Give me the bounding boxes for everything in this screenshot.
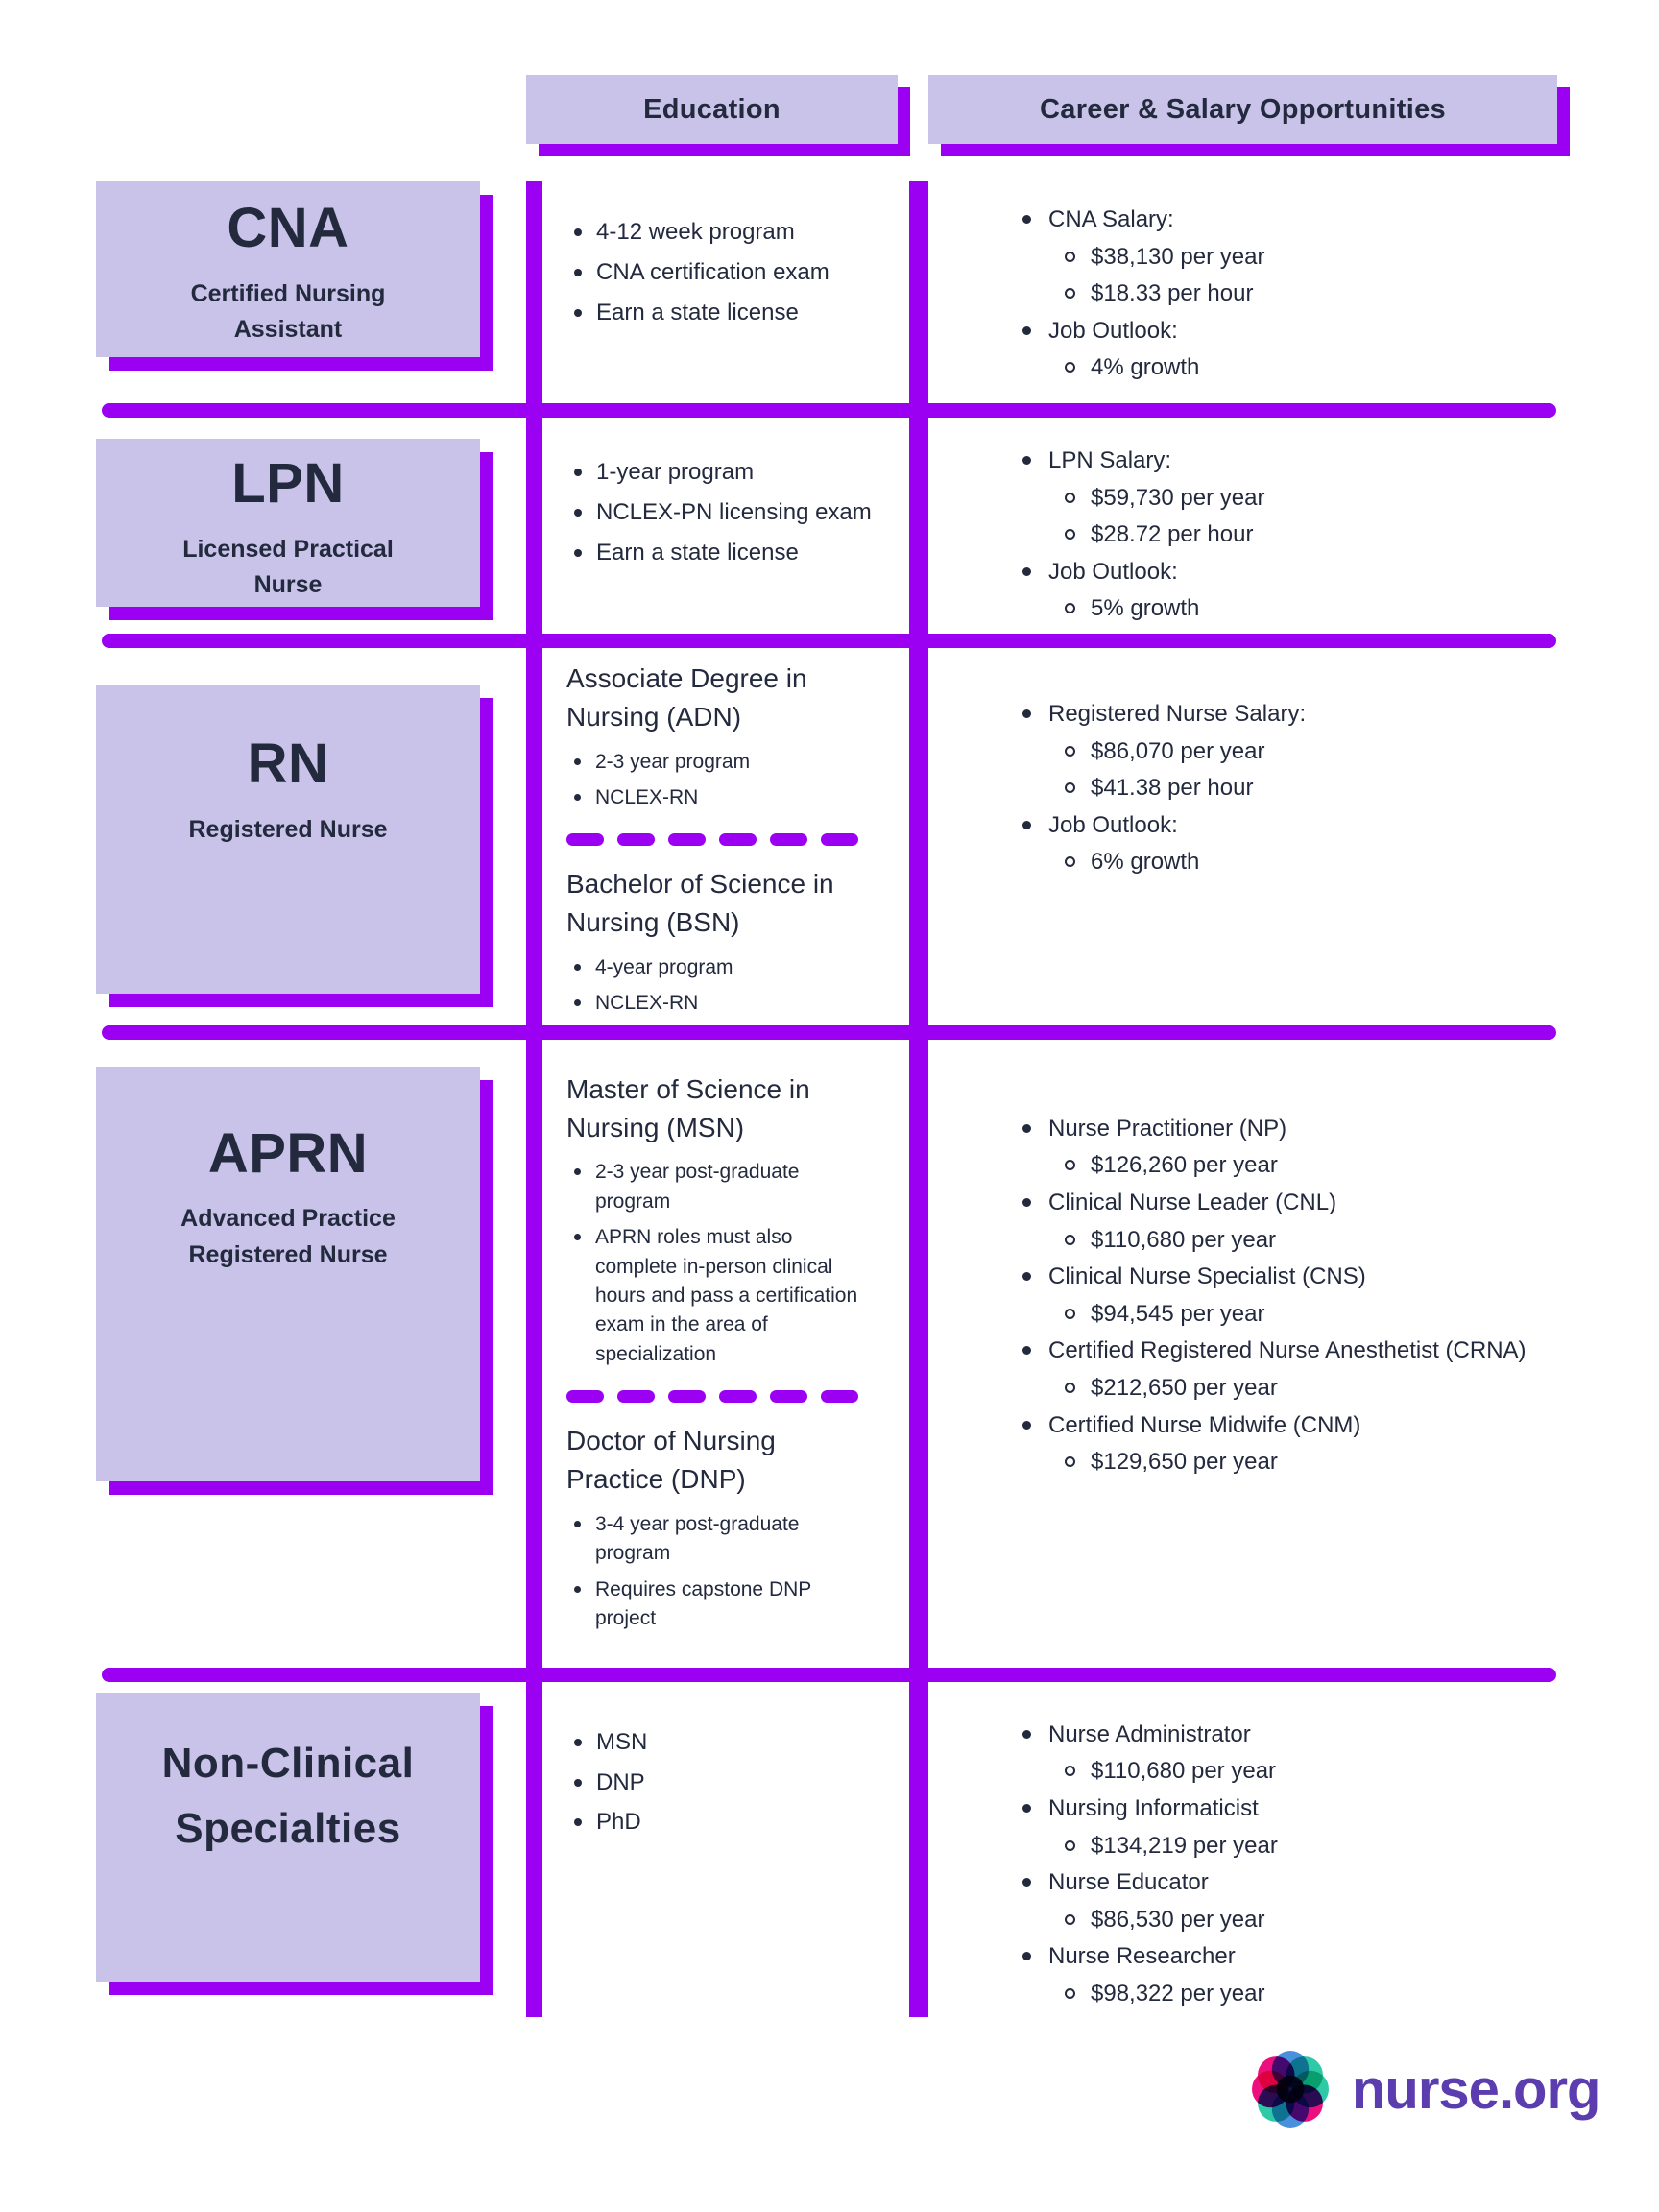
bullet-dot-icon <box>1022 326 1031 335</box>
bullet-dot-icon <box>574 1586 581 1593</box>
vertical-divider <box>526 418 542 634</box>
bullet-circle-icon <box>1065 1840 1075 1851</box>
vertical-divider <box>526 648 542 1025</box>
career-sub-item: $212,650 per year <box>1022 1372 1572 1405</box>
career-salary-column-header-label: Career & Salary Opportunities <box>1040 93 1446 125</box>
career-salary-column-header <box>928 75 1557 144</box>
bullet-dot-icon <box>574 1779 582 1787</box>
vertical-divider <box>909 418 928 634</box>
lpn-label-card <box>96 439 480 607</box>
vertical-divider <box>909 1682 928 2017</box>
career-sub-item: $59,730 per year <box>1022 482 1572 515</box>
lpn-title: LPN <box>231 452 345 515</box>
non-clinical-label-card <box>96 1693 480 1982</box>
bullet-dot-icon <box>574 228 582 236</box>
bullet-item: 3-4 year post-graduate program <box>566 1510 898 1569</box>
bullet-circle-icon <box>1065 493 1075 503</box>
career-item: Nurse Administrator <box>1022 1719 1572 1751</box>
career-sub-item: $28.72 per hour <box>1022 518 1572 551</box>
cna-label-card <box>96 181 480 357</box>
bullet-circle-icon <box>1065 1456 1075 1467</box>
cna-title: CNA <box>227 197 349 259</box>
career-item: Registered Nurse Salary: <box>1022 698 1572 731</box>
rn-label-card <box>96 685 480 994</box>
bullet-item: APRN roles must also complete in-person clinical hours and pass a certification exam in the area of specialization <box>566 1223 898 1369</box>
bullet-circle-icon <box>1065 529 1075 540</box>
bullet-dot-icon <box>1022 1804 1031 1813</box>
career-sub-item: $110,680 per year <box>1022 1755 1572 1788</box>
cna-label-cell <box>96 160 480 403</box>
bullet-dot-icon <box>574 964 581 971</box>
bullet-item: 1-year program <box>566 456 898 490</box>
lpn-row <box>96 418 1572 634</box>
bullet-item: Requires capstone DNP project <box>566 1575 898 1634</box>
bullet-dot-icon <box>1022 709 1031 718</box>
bullet-circle-icon <box>1065 856 1075 867</box>
bullet-dot-icon <box>1022 1272 1031 1281</box>
aprn-label-cell <box>96 1040 480 1668</box>
career-item: Nurse Educator <box>1022 1866 1572 1899</box>
career-sub-item: $134,219 per year <box>1022 1830 1572 1863</box>
cna-career-cell <box>928 160 1572 403</box>
bullet-circle-icon <box>1065 603 1075 613</box>
lpn-subtitle: Licensed Practical Nurse <box>182 535 394 599</box>
bullet-item: CNA certification exam <box>566 256 898 290</box>
bullet-circle-icon <box>1065 746 1075 757</box>
career-sub-item: $126,260 per year <box>1022 1149 1572 1182</box>
career-item: Certified Registered Nurse Anesthetist (CRNA) <box>1022 1334 1572 1367</box>
degree-heading: Master of Science in Nursing (MSN) <box>566 1073 810 1142</box>
degree-heading: Doctor of Nursing Practice (DNP) <box>566 1426 776 1495</box>
bullet-item: 4-year program <box>566 953 898 982</box>
career-sub-item: $98,322 per year <box>1022 1978 1572 2010</box>
bullet-dot-icon <box>1022 1346 1031 1355</box>
career-sub-item: $94,545 per year <box>1022 1298 1572 1331</box>
bullet-item: Earn a state license <box>566 297 898 330</box>
bullet-dot-icon <box>1022 1198 1031 1207</box>
bullet-item: PhD <box>566 1806 898 1839</box>
bullet-dot-icon <box>1022 1124 1031 1133</box>
aprn-subtitle: Advanced Practice Registered Nurse <box>180 1205 396 1268</box>
bullet-dot-icon <box>574 469 582 476</box>
bullet-dot-icon <box>574 269 582 276</box>
bullet-dot-icon <box>574 309 582 317</box>
bullet-dot-icon <box>574 1818 582 1826</box>
career-sub-item: $86,530 per year <box>1022 1904 1572 1936</box>
bullet-item: Earn a state license <box>566 537 898 570</box>
career-item: Job Outlook: <box>1022 556 1572 589</box>
comparison-table <box>96 75 1572 2017</box>
bullet-dot-icon <box>1022 567 1031 576</box>
bullet-item: NCLEX-PN licensing exam <box>566 496 898 530</box>
bullet-dot-icon <box>574 794 581 801</box>
career-item: Nursing Informaticist <box>1022 1792 1572 1825</box>
career-item: CNA Salary: <box>1022 204 1572 236</box>
bullet-dot-icon <box>574 1234 581 1240</box>
bullet-circle-icon <box>1065 1235 1075 1245</box>
career-sub-item: 5% growth <box>1022 592 1572 625</box>
vertical-divider <box>909 1040 928 1668</box>
rn-title: RN <box>247 733 329 795</box>
career-sub-item: 6% growth <box>1022 846 1572 878</box>
career-sub-item: $110,680 per year <box>1022 1224 1572 1257</box>
degree-heading: Associate Degree in Nursing (ADN) <box>566 663 807 732</box>
bullet-dot-icon <box>1022 1730 1031 1739</box>
bullet-dot-icon <box>574 1168 581 1175</box>
aprn-row <box>96 1040 1572 1668</box>
rn-education-cell <box>566 648 898 1025</box>
bullet-circle-icon <box>1065 1309 1075 1319</box>
dashed-divider <box>566 833 898 846</box>
bullet-dot-icon <box>574 509 582 517</box>
career-sub-item: $86,070 per year <box>1022 735 1572 768</box>
aprn-career-cell <box>928 1040 1572 1668</box>
bullet-circle-icon <box>1065 782 1075 793</box>
education-column-header-label: Education <box>643 93 781 125</box>
row-separator <box>102 403 1556 418</box>
bullet-dot-icon <box>574 549 582 557</box>
nurse-org-logo <box>1244 2043 1600 2135</box>
career-item: Clinical Nurse Specialist (CNS) <box>1022 1261 1572 1293</box>
bullet-item: NCLEX-RN <box>566 783 898 812</box>
row-separator <box>102 1025 1556 1040</box>
lpn-label-cell <box>96 418 480 634</box>
career-item: Clinical Nurse Leader (CNL) <box>1022 1187 1572 1219</box>
non-clinical-title: Non-Clinical Specialties <box>161 1739 415 1852</box>
bullet-item: 4-12 week program <box>566 216 898 250</box>
bullet-circle-icon <box>1065 1766 1075 1776</box>
bullet-dot-icon <box>574 999 581 1006</box>
bullet-circle-icon <box>1065 1160 1075 1170</box>
bullet-dot-icon <box>574 758 581 765</box>
bullet-circle-icon <box>1065 1382 1075 1393</box>
vertical-divider <box>526 1682 542 2017</box>
career-item: Job Outlook: <box>1022 315 1572 348</box>
column-header-row <box>96 75 1572 144</box>
rn-row <box>96 648 1572 1025</box>
cna-subtitle: Certified Nursing Assistant <box>190 279 386 344</box>
bullet-item: 2-3 year program <box>566 748 898 777</box>
career-item: Nurse Practitioner (NP) <box>1022 1113 1572 1145</box>
cna-education-cell <box>566 160 898 403</box>
bullet-dot-icon <box>1022 821 1031 830</box>
bullet-circle-icon <box>1065 288 1075 299</box>
rn-career-cell <box>928 648 1572 1025</box>
non-clinical-career-cell <box>928 1682 1572 2017</box>
nurse-org-wordmark: nurse.org <box>1352 2057 1600 2121</box>
nurse-logo-flower-icon <box>1244 2043 1336 2135</box>
career-sub-item: $18.33 per hour <box>1022 277 1572 310</box>
non-clinical-label-cell <box>96 1682 480 2017</box>
non-clinical-row <box>96 1682 1572 2017</box>
vertical-divider <box>909 648 928 1025</box>
bullet-circle-icon <box>1065 1988 1075 1999</box>
rn-subtitle: Registered Nurse <box>188 815 388 843</box>
career-item: LPN Salary: <box>1022 445 1572 477</box>
bullet-item: NCLEX-RN <box>566 989 898 1018</box>
bullet-item: DNP <box>566 1767 898 1800</box>
cna-row <box>96 160 1572 403</box>
aprn-education-cell <box>566 1040 898 1668</box>
bullet-item: MSN <box>566 1726 898 1760</box>
career-item: Nurse Researcher <box>1022 1940 1572 1973</box>
lpn-career-cell <box>928 418 1572 634</box>
bullet-circle-icon <box>1065 362 1075 373</box>
bullet-dot-icon <box>1022 1952 1031 1960</box>
degree-heading: Bachelor of Science in Nursing (BSN) <box>566 869 834 938</box>
career-sub-item: 4% growth <box>1022 351 1572 384</box>
row-separator <box>102 1668 1556 1682</box>
aprn-label-card <box>96 1067 480 1481</box>
lpn-education-cell <box>566 418 898 634</box>
career-sub-item: $38,130 per year <box>1022 241 1572 274</box>
bullet-item: 2-3 year post-graduate program <box>566 1158 898 1216</box>
vertical-divider <box>909 181 928 403</box>
career-sub-item: $41.38 per hour <box>1022 772 1572 805</box>
bullet-dot-icon <box>574 1521 581 1527</box>
rn-label-cell <box>96 648 480 1025</box>
bullet-circle-icon <box>1065 1914 1075 1925</box>
vertical-divider <box>526 1040 542 1668</box>
vertical-divider <box>526 181 542 403</box>
bullet-dot-icon <box>1022 1421 1031 1430</box>
row-separator <box>102 634 1556 648</box>
bullet-circle-icon <box>1065 252 1075 262</box>
bullet-dot-icon <box>1022 456 1031 465</box>
dashed-divider <box>566 1390 898 1403</box>
aprn-title: APRN <box>207 1121 369 1185</box>
career-item: Certified Nurse Midwife (CNM) <box>1022 1409 1572 1442</box>
bullet-dot-icon <box>1022 215 1031 224</box>
non-clinical-education-cell <box>566 1682 898 2017</box>
bullet-dot-icon <box>574 1739 582 1746</box>
bullet-dot-icon <box>1022 1878 1031 1887</box>
career-sub-item: $129,650 per year <box>1022 1446 1572 1479</box>
education-column-header <box>526 75 898 144</box>
career-item: Job Outlook: <box>1022 809 1572 842</box>
